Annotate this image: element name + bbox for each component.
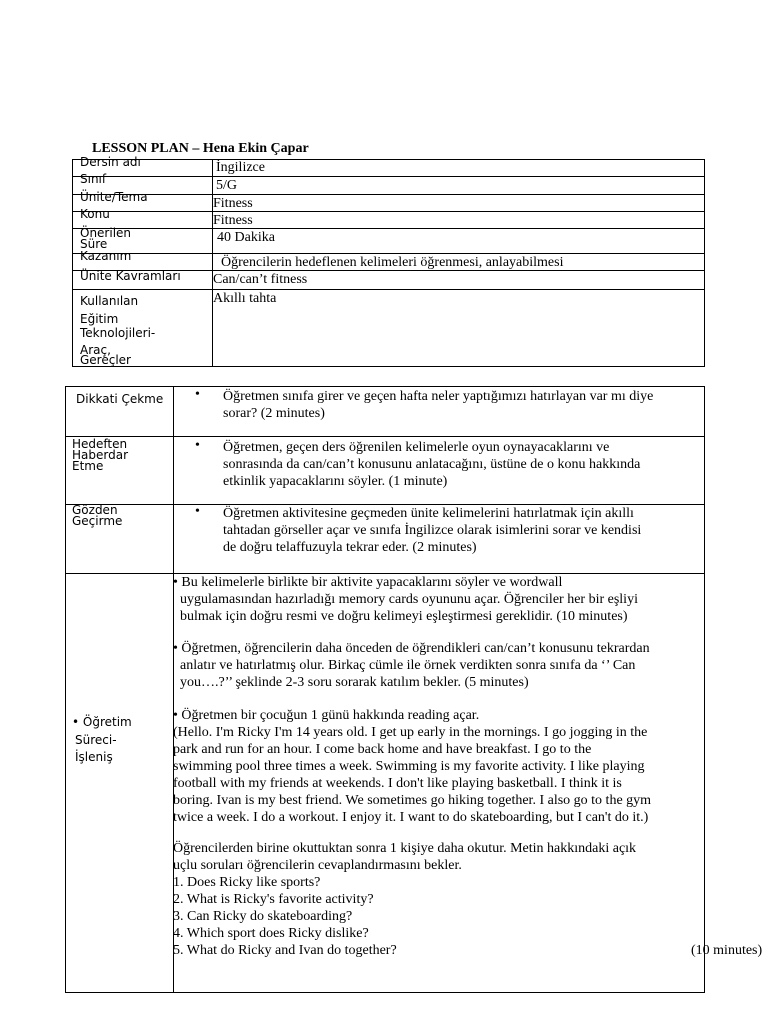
question-3: 3. Can Ricky do skateboarding? bbox=[173, 909, 353, 924]
label-kazanim: Kazanım bbox=[80, 249, 132, 263]
row-sinif bbox=[73, 172, 704, 195]
label-hedef-1: Hedeften bbox=[72, 437, 128, 451]
value-sure: 40 Dakika bbox=[217, 230, 275, 245]
question-4: 4. Which sport does Ricky dislike? bbox=[173, 926, 369, 941]
row-konu bbox=[73, 207, 704, 229]
label-ogretim-3: İşleniş bbox=[75, 750, 113, 764]
label-araclar-2: Eğitim bbox=[80, 312, 119, 326]
row-araclar bbox=[73, 290, 704, 366]
label-unite: Ünite/Tema bbox=[80, 190, 148, 204]
row-unite bbox=[73, 190, 704, 212]
label-kavramlar: Ünite Kavramları bbox=[80, 269, 181, 283]
row-gozden-gecirme bbox=[66, 505, 704, 574]
label-dersin-adi: Dersin adı bbox=[80, 155, 141, 169]
label-araclar-3: Teknolojileri- bbox=[80, 326, 156, 340]
value-sinif: 5/G bbox=[216, 178, 237, 193]
value-kazanim: Öğrencilerin hedeflenen kelimeleri öğrenmesi, anlayabilmesi bbox=[221, 255, 564, 270]
questions-time: (10 minutes) bbox=[691, 943, 763, 958]
label-dikkati-cekme: Dikkati Çekme bbox=[76, 392, 164, 406]
label-konu: Konu bbox=[80, 207, 110, 221]
bullet: • bbox=[195, 504, 200, 519]
label-ogretim-2: Süreci- bbox=[75, 733, 117, 747]
row-sure bbox=[73, 226, 704, 254]
bullet: • bbox=[195, 438, 200, 453]
process-table bbox=[65, 386, 763, 993]
label-hedef-2: Haberdar bbox=[72, 448, 129, 462]
info-table bbox=[72, 155, 705, 367]
row-ogretim-sureci bbox=[66, 574, 763, 992]
activity-reading: • Öğretmen bir çocuğun 1 günü hakkında reading açar. (Hello. I'm Ricky I'm 14 years old. I get up early in the mornings. I go jogging in the park and run for an hour. I come back home and have breakfast. I go to the swimming pool three times a week. Swimming is my favorite activity. I like playing football with my friends at weekends. I don't like playing basketball. I think it is boring. Ivan is my best friend. We sometimes go hiking together. I also go to the gym twice a week. I do a workout. I enjoy it. I want to do skateboarding, but I can't do it.) bbox=[173, 708, 652, 825]
label-sinif: Sınıf bbox=[80, 172, 107, 186]
question-1: 1. Does Ricky like sports? bbox=[173, 875, 321, 890]
label-araclar-4: Araç, bbox=[80, 343, 111, 357]
hedef-text: Öğretmen, geçen ders öğrenilen kelimelerle oyun oynayacaklarını ve sonrasında da can/can’t konusunu anlatacağını, üstüne de o konu hakkında etkinlik yapacaklarını söyler. (1 minute) bbox=[223, 440, 641, 489]
value-araclar: Akıllı tahta bbox=[213, 291, 277, 306]
label-gozden-2: Geçirme bbox=[72, 514, 123, 528]
label-hedef-3: Etme bbox=[72, 459, 104, 473]
dikkati-cekme-text: Öğretmen sınıfa girer ve geçen hafta neler yaptığımızı hatırlayan var mı diye sorar? (2 minutes) bbox=[223, 389, 654, 421]
label-gozden-1: Gözden bbox=[72, 503, 118, 517]
label-araclar-1: Kullanılan bbox=[80, 294, 139, 308]
label-ogretim-1: • Öğretim bbox=[72, 715, 132, 729]
row-dersin-adi bbox=[73, 155, 704, 177]
activity-memory-cards: • Bu kelimelerle birlikte bir aktivite yapacaklarını söyler ve wordwall uygulamasından hazırladığı memory cards oyununu açar. Öğrenciler her bir eşliyi bulmak için doğru resmi ve doğru kelimeyi eşleştirmesi gereklidir. (10 minutes) bbox=[173, 575, 638, 624]
activity-can-cant: • Öğretmen, öğrencilerin daha önceden de öğrendikleri can/can’t konusunu tekrardan anlatır ve hatırlatmış olur. Birkaç cümle ile örnek verdikten sonra sınıfa da ‘’ Can you….?’’ şeklinde 2-3 soru sorarak katılım bekler. (5 minutes) bbox=[173, 641, 650, 690]
activity-questions: Öğrencilerden birine okuttuktan sonra 1 kişiye daha okutur. Metin hakkındaki açık uçlu soruları öğrencilerin cevaplandırmasını bekler. 1. Does Ricky like sports? 2. What is Ricky's favorite activity? 3. Can Ricky do skateboarding? 4. Which sport does Ricky dislike? 5. What do Ricky and Ivan do together? (10 minutes) bbox=[173, 841, 763, 958]
question-5: 5. What do Ricky and Ivan do together? (10 minutes) bbox=[173, 943, 763, 958]
gozden-text: Öğretmen aktivitesine geçmeden ünite kelimelerini hatırlatmak için akıllı tahtadan görseller açar ve sınıfa İngilizce olarak isimlerini sorar ve kendisi de doğru telaffuzuyla tekrar eder. (2 minutes) bbox=[223, 506, 642, 555]
label-sure-2: Süre bbox=[80, 237, 108, 251]
label-araclar-5: Gereçler bbox=[80, 353, 131, 367]
value-konu: Fitness bbox=[213, 213, 253, 228]
value-kavramlar: Can/can’t fitness bbox=[213, 272, 308, 287]
value-unite: Fitness bbox=[213, 196, 253, 211]
row-dikkati-cekme bbox=[66, 387, 704, 437]
page-title: LESSON PLAN – Hena Ekin Çapar bbox=[92, 141, 309, 156]
question-2: 2. What is Ricky's favorite activity? bbox=[173, 892, 374, 907]
value-dersin-adi: İngilizce bbox=[216, 160, 265, 175]
row-kavramlar bbox=[73, 271, 704, 290]
row-hedeften-haberdar-etme bbox=[66, 437, 704, 505]
label-sure-1: Önerilen bbox=[80, 226, 132, 240]
bullet: • bbox=[195, 387, 200, 402]
